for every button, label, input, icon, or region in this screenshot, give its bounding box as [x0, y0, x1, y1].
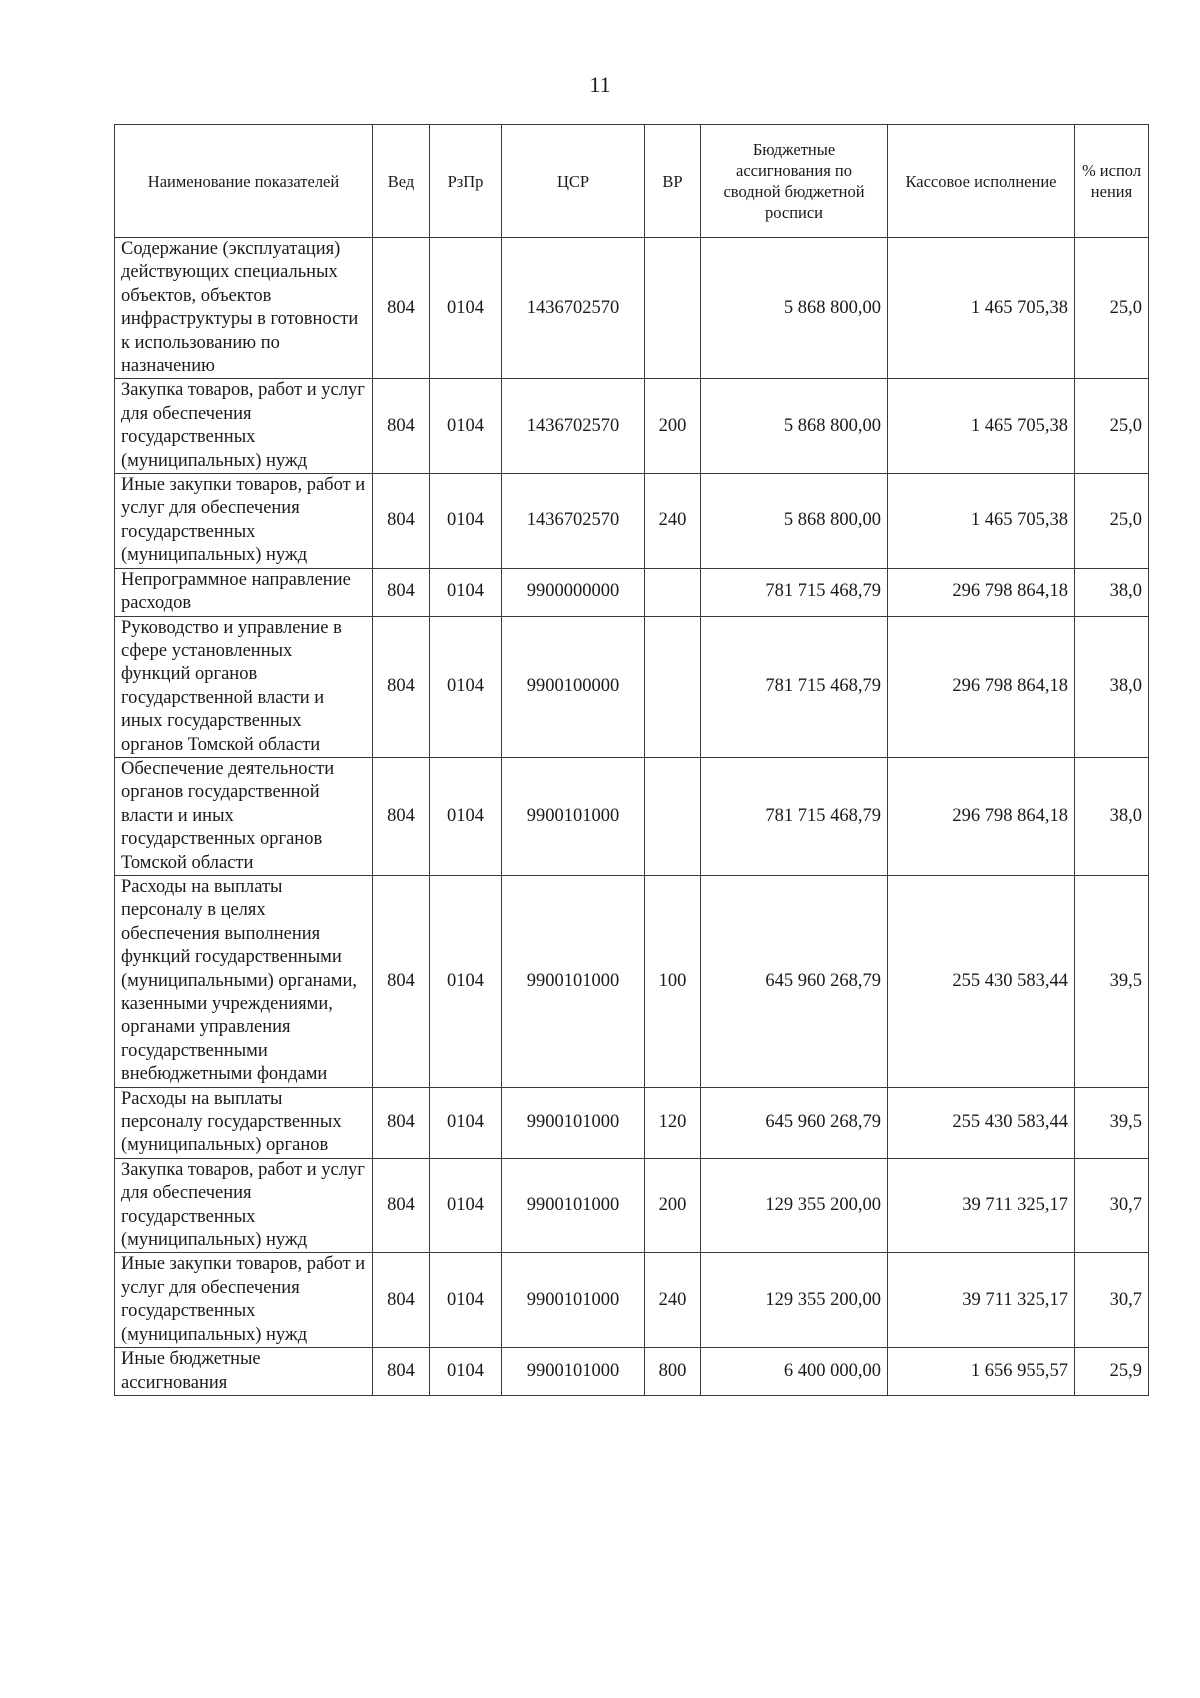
row-vr — [645, 757, 701, 875]
table-row — [115, 568, 1149, 616]
budget-execution-table — [114, 124, 1149, 1396]
row-vr: 240 — [645, 1253, 701, 1348]
row-rzpr: 0104 — [430, 379, 502, 474]
row-name: Закупка товаров, работ и услуг для обеспечения государственных (муниципальных) нужд — [115, 379, 373, 474]
row-budget: 645 960 268,79 — [701, 1087, 888, 1158]
row-rzpr: 0104 — [430, 238, 502, 379]
table-row — [115, 616, 1149, 757]
row-budget: 5 868 800,00 — [701, 379, 888, 474]
row-name: Непрограммное направление расходов — [115, 568, 373, 616]
row-csr: 1436702570 — [502, 238, 645, 379]
row-budget: 6 400 000,00 — [701, 1348, 888, 1396]
table-row — [115, 1087, 1149, 1158]
header-csr: ЦСР — [502, 125, 645, 238]
row-rzpr: 0104 — [430, 568, 502, 616]
row-rzpr: 0104 — [430, 616, 502, 757]
row-percent: 39,5 — [1075, 1087, 1149, 1158]
row-budget: 645 960 268,79 — [701, 875, 888, 1087]
row-rzpr: 0104 — [430, 875, 502, 1087]
row-ved: 804 — [373, 568, 430, 616]
row-ved: 804 — [373, 875, 430, 1087]
row-csr: 1436702570 — [502, 379, 645, 474]
table-header-row — [115, 125, 1149, 238]
row-percent: 38,0 — [1075, 757, 1149, 875]
row-csr: 9900101000 — [502, 875, 645, 1087]
row-name: Иные закупки товаров, работ и услуг для обеспечения государственных (муниципальных) нужд — [115, 1253, 373, 1348]
row-ved: 804 — [373, 379, 430, 474]
row-cash: 1 656 955,57 — [888, 1348, 1075, 1396]
row-ved: 804 — [373, 238, 430, 379]
table-row — [115, 1348, 1149, 1396]
row-percent: 39,5 — [1075, 875, 1149, 1087]
row-ved: 804 — [373, 616, 430, 757]
row-rzpr: 0104 — [430, 1253, 502, 1348]
table-row — [115, 1158, 1149, 1253]
row-budget: 5 868 800,00 — [701, 238, 888, 379]
table-row — [115, 1253, 1149, 1348]
row-csr: 1436702570 — [502, 474, 645, 569]
row-budget: 5 868 800,00 — [701, 474, 888, 569]
header-rzpr: РзПр — [430, 125, 502, 238]
header-budget: Бюджетные ассигнования по сводной бюджетной росписи — [701, 125, 888, 238]
row-ved: 804 — [373, 1348, 430, 1396]
row-name: Обеспечение деятельности органов государственной власти и иных государственных органов Томской области — [115, 757, 373, 875]
row-cash: 255 430 583,44 — [888, 1087, 1075, 1158]
row-csr: 9900101000 — [502, 1087, 645, 1158]
row-cash: 296 798 864,18 — [888, 568, 1075, 616]
row-rzpr: 0104 — [430, 757, 502, 875]
table-row — [115, 238, 1149, 379]
row-budget: 781 715 468,79 — [701, 568, 888, 616]
row-name: Расходы на выплаты персоналу в целях обеспечения выполнения функций государственными (муниципальными) органами, казенными учреждениями, органами управления государственными внебюджетными фондами — [115, 875, 373, 1087]
row-name: Иные закупки товаров, работ и услуг для обеспечения государственных (муниципальных) нужд — [115, 474, 373, 569]
row-percent: 25,0 — [1075, 238, 1149, 379]
row-percent: 25,9 — [1075, 1348, 1149, 1396]
row-name: Расходы на выплаты персоналу государственных (муниципальных) органов — [115, 1087, 373, 1158]
row-name: Содержание (эксплуатация) действующих специальных объектов, объектов инфраструктуры в готовности к использованию по назначению — [115, 238, 373, 379]
row-cash: 1 465 705,38 — [888, 474, 1075, 569]
row-csr: 9900101000 — [502, 1348, 645, 1396]
header-cash: Кассовое исполнение — [888, 125, 1075, 238]
row-vr: 100 — [645, 875, 701, 1087]
row-cash: 1 465 705,38 — [888, 238, 1075, 379]
row-percent: 30,7 — [1075, 1253, 1149, 1348]
row-vr: 200 — [645, 1158, 701, 1253]
row-csr: 9900100000 — [502, 616, 645, 757]
row-percent: 38,0 — [1075, 616, 1149, 757]
row-vr — [645, 616, 701, 757]
row-rzpr: 0104 — [430, 1158, 502, 1253]
header-name: Наименование показателей — [115, 125, 373, 238]
row-ved: 804 — [373, 1158, 430, 1253]
row-vr: 200 — [645, 379, 701, 474]
row-rzpr: 0104 — [430, 474, 502, 569]
row-rzpr: 0104 — [430, 1348, 502, 1396]
row-csr: 9900101000 — [502, 757, 645, 875]
row-cash: 1 465 705,38 — [888, 379, 1075, 474]
row-csr: 9900101000 — [502, 1158, 645, 1253]
row-name: Руководство и управление в сфере установленных функций органов государственной власти и иных государственных органов Томской области — [115, 616, 373, 757]
row-name: Закупка товаров, работ и услуг для обеспечения государственных (муниципальных) нужд — [115, 1158, 373, 1253]
table-row — [115, 757, 1149, 875]
row-cash: 296 798 864,18 — [888, 616, 1075, 757]
row-vr — [645, 238, 701, 379]
row-ved: 804 — [373, 757, 430, 875]
row-vr — [645, 568, 701, 616]
row-vr: 120 — [645, 1087, 701, 1158]
row-cash: 255 430 583,44 — [888, 875, 1075, 1087]
row-percent: 25,0 — [1075, 379, 1149, 474]
row-ved: 804 — [373, 474, 430, 569]
row-rzpr: 0104 — [430, 1087, 502, 1158]
row-ved: 804 — [373, 1253, 430, 1348]
row-budget: 781 715 468,79 — [701, 757, 888, 875]
page-number: 11 — [589, 72, 611, 97]
row-budget: 129 355 200,00 — [701, 1253, 888, 1348]
row-csr: 9900101000 — [502, 1253, 645, 1348]
row-cash: 39 711 325,17 — [888, 1253, 1075, 1348]
header-percent: % испол нения — [1075, 125, 1149, 238]
row-cash: 296 798 864,18 — [888, 757, 1075, 875]
row-percent: 25,0 — [1075, 474, 1149, 569]
row-vr: 240 — [645, 474, 701, 569]
row-csr: 9900000000 — [502, 568, 645, 616]
table-row — [115, 379, 1149, 474]
row-percent: 38,0 — [1075, 568, 1149, 616]
row-ved: 804 — [373, 1087, 430, 1158]
row-percent: 30,7 — [1075, 1158, 1149, 1253]
header-ved: Вед — [373, 125, 430, 238]
header-vr: ВР — [645, 125, 701, 238]
row-name: Иные бюджетные ассигнования — [115, 1348, 373, 1396]
table-row — [115, 875, 1149, 1087]
row-cash: 39 711 325,17 — [888, 1158, 1075, 1253]
table-row — [115, 474, 1149, 569]
row-vr: 800 — [645, 1348, 701, 1396]
row-budget: 781 715 468,79 — [701, 616, 888, 757]
row-budget: 129 355 200,00 — [701, 1158, 888, 1253]
